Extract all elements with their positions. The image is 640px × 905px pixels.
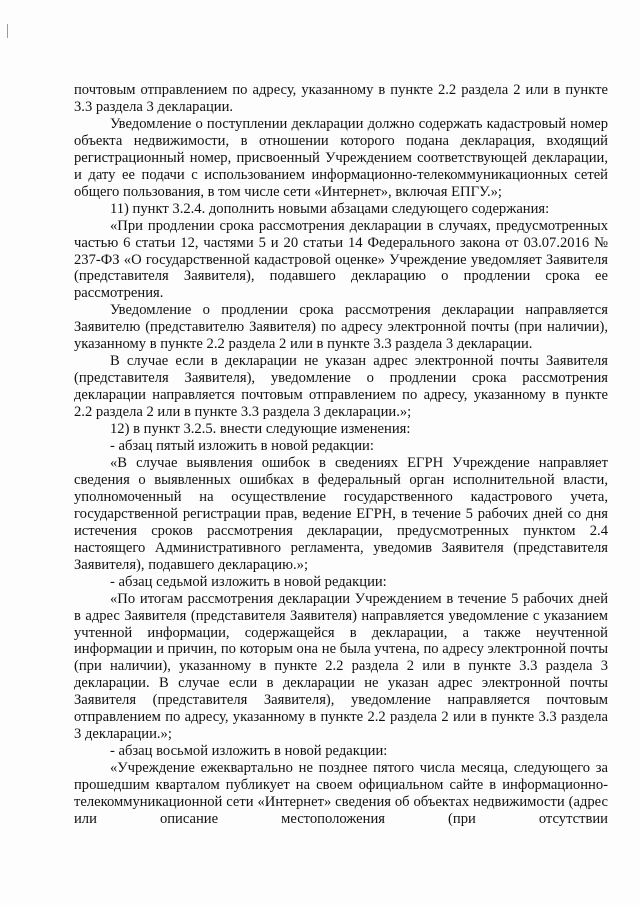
paragraph-extension-quote: «При продлении срока рассмотрения декларации в случаях, предусмотренных частью 6 статьи 12, частями 5 и 20 статьи 14 Федерального закона от 03.07.2016 № 237-ФЗ «О государственной кадастровой оценке» Учреждение уведомляет Заявителя (представителя Заявителя), подавшего декларацию о продлении срока ее рассмотрения.	[74, 217, 608, 302]
paragraph-fifth-clause-heading: - абзац пятый изложить в новой редакции:	[110, 438, 374, 455]
paragraph-continuation: почтовым отправлением по адресу, указанному в пункте 2.2 раздела 2 или в пункте 3.3 раздела 3 декларации.	[74, 82, 608, 115]
paragraph-seventh-clause-heading: - абзац седьмой изложить в новой редакции:	[110, 573, 387, 590]
paragraph-fifth-clause-text: «В случае выявления ошибок в сведениях ЕГРН Учреждение направляет сведения о выявленных ошибках в федеральный орган исполнительной власти, уполномоченный на осуществление государственного кадастрового учета, государственной регистрации прав, ведение ЕГРН, в течение 5 рабочих дней со дня истечения сроков рассмотрения декларации, предусмотренных пунктом 2.4 настоящего Административного регламента, уведомив Заявителя (представителя Заявителя), подавшего декларацию.»;	[74, 454, 608, 573]
paragraph-extension-post: В случае если в декларации не указан адрес электронной почты Заявителя (представителя Заявителя), уведомление о продлении срока рассмотрения декларации направляется почтовым отправлением по адресу, указанному в пункте 2.2 раздела 2 или в пункте 3.3 раздела 3 декларации.»;	[74, 353, 608, 421]
paragraph-extension-email: Уведомление о продлении срока рассмотрения декларации направляется Заявителю (представителю Заявителя) по адресу электронной почты (при наличии), указанному в пункте 2.2 раздела 2 или в пункте 3.3 раздела 3 декларации.	[74, 302, 608, 353]
paragraph-notification-content: Уведомление о поступлении декларации должно содержать кадастровый номер объекта недвижимости, в отношении которого подана декларация, входящий регистрационный номер, присвоенный Учреждением соответствующей декларации, и дату ее подачи с использованием информационно-телекоммуникационных сетей общего пользования, в том числе сети «Интернет», включая ЕПГУ.»;	[74, 115, 608, 200]
document-body	[74, 82, 608, 828]
paragraph-item-11: 11) пункт 3.2.4. дополнить новыми абзацами следующего содержания:	[110, 200, 550, 217]
paragraph-eighth-clause-text: «Учреждение ежеквартально не позднее пятого числа месяца, следующего за прошедшим кварталом публикует на своем официальном сайте в информационно-телекоммуникационной сети «Интернет» сведения об объектах недвижимости (адрес или описание местоположения (при отсутствии	[74, 760, 608, 827]
paragraph-eighth-clause-heading: - абзац восьмой изложить в новой редакции:	[110, 743, 388, 760]
paragraph-seventh-clause-text: «По итогам рассмотрения декларации Учреждением в течение 5 рабочих дней в адрес Заявителя (представителя Заявителя) направляется уведомление с указанием учтенной информации, содержащейся в декларации, а также неучтенной информации и причин, по которым она не была учтена, по адресу электронной почты (при наличии), указанному в пункте 2.2 раздела 2 или в пункте 3.3 раздела 3 декларации. В случае если в декларации не указан адрес электронной почты Заявителя (представителя Заявителя), уведомление направляется почтовым отправлением по адресу, указанному в пункте 2.2 раздела 2 или в пункте 3.3 раздела 3 декларации.»;	[74, 590, 608, 743]
paragraph-item-12: 12) в пункт 3.2.5. внести следующие изменения:	[110, 421, 411, 438]
margin-scan-mark	[7, 24, 8, 38]
